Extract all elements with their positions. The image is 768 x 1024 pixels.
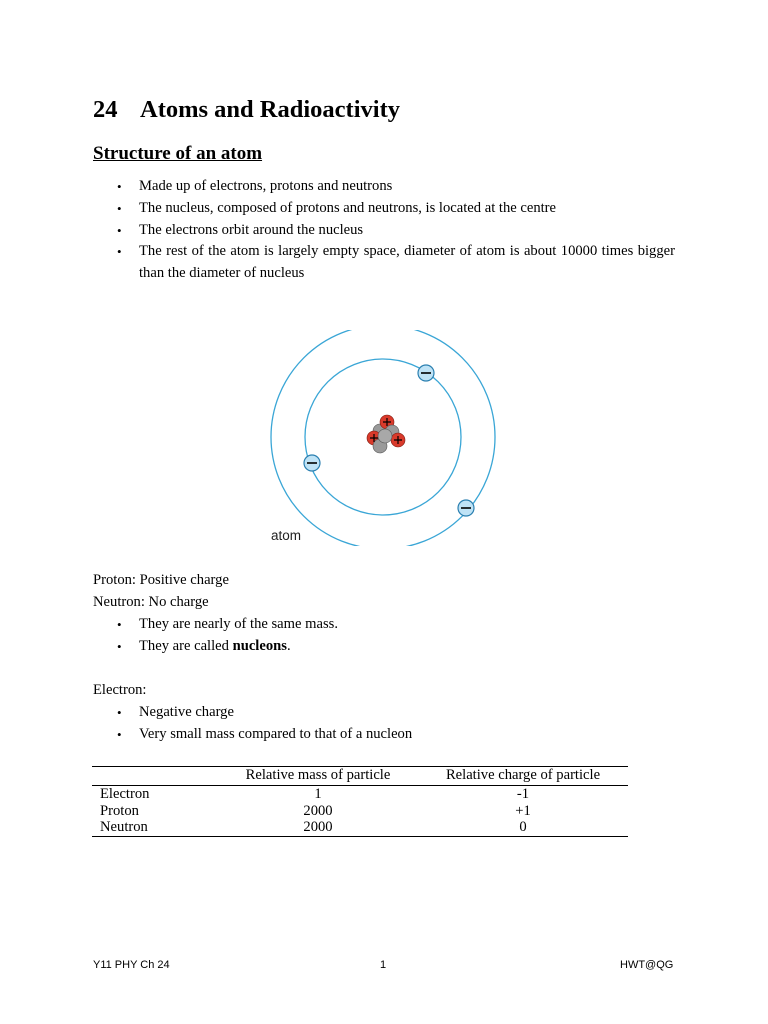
bullet-icon: •	[117, 638, 122, 654]
relative-charge-cell: -1	[516, 785, 530, 802]
bullet-icon: •	[117, 179, 122, 194]
table-row	[92, 785, 628, 802]
section-heading: Structure of an atom	[93, 143, 263, 164]
list-item-text: The electrons orbit around the nucleus	[139, 221, 364, 238]
nucleon-bullet-list	[93, 614, 675, 658]
chapter-title	[93, 94, 400, 126]
list-item-text: Very small mass compared to that of a nucleon	[139, 725, 413, 742]
proton-description: Proton: Positive charge	[93, 572, 229, 588]
list-item	[93, 198, 675, 220]
electron	[418, 365, 434, 381]
list-item	[93, 220, 675, 242]
footer-page-number: 1	[380, 959, 387, 971]
list-item-text: They are called	[139, 637, 233, 654]
bullet-icon: •	[117, 705, 122, 720]
figure-label: atom	[271, 528, 302, 543]
nucleons-term: nucleons	[232, 637, 287, 654]
bullet-icon: •	[117, 726, 122, 742]
list-item-text: The nucleus, composed of protons and neutrons, is located at the centre	[139, 199, 557, 216]
table-row	[92, 803, 628, 820]
particle-properties-table	[92, 766, 628, 837]
list-item-text: Made up of electrons, protons and neutrons	[139, 178, 393, 194]
column-header	[92, 767, 218, 786]
neutron	[378, 429, 392, 443]
bullet-icon: •	[117, 222, 122, 238]
electron	[304, 455, 320, 471]
list-item	[93, 724, 675, 746]
neutron-description: Neutron: No charge	[93, 594, 209, 610]
list-item	[93, 241, 675, 285]
list-item-text: The rest of the atom is largely empty space, diameter of atom is about 10000 times bigger than the diameter of nucleus	[139, 243, 675, 282]
table-row	[92, 819, 628, 836]
relative-mass-cell: 1	[314, 785, 322, 802]
bullet-icon: •	[117, 244, 122, 260]
list-item-text: Negative charge	[139, 704, 234, 720]
list-item-text: They are nearly of the same mass.	[139, 616, 338, 632]
electron-bullet-list	[93, 702, 675, 746]
list-item	[93, 614, 675, 636]
list-item	[93, 176, 675, 198]
chapter-title-text: Atoms and Radioactivity	[140, 96, 400, 123]
chapter-number: 24	[93, 96, 118, 123]
atom-diagram	[266, 330, 502, 546]
list-item-suffix: .	[286, 637, 291, 654]
list-item	[93, 636, 675, 658]
particle-name-cell: Proton	[100, 802, 139, 819]
particle-name-cell: Electron	[100, 785, 150, 802]
list-item	[93, 702, 675, 724]
bullet-icon: •	[117, 200, 122, 216]
bullet-icon: •	[117, 617, 122, 632]
relative-mass-cell: 2000	[303, 802, 333, 819]
electron-heading: Electron:	[93, 682, 147, 698]
electron	[458, 500, 474, 516]
relative-mass-cell: 2000	[303, 819, 333, 836]
relative-charge-cell: +1	[515, 802, 531, 819]
footer-author-label: HWT@QG	[620, 959, 674, 971]
particle-name-cell: Neutron	[100, 819, 148, 836]
nucleus	[367, 415, 405, 453]
table-header-row	[92, 767, 628, 786]
column-header-charge: Relative charge of particle	[418, 767, 628, 786]
structure-bullet-list	[93, 176, 675, 285]
column-header-mass: Relative mass of particle	[218, 767, 418, 786]
footer-course-label: Y11 PHY Ch 24	[93, 959, 170, 971]
relative-charge-cell: 0	[519, 819, 527, 836]
